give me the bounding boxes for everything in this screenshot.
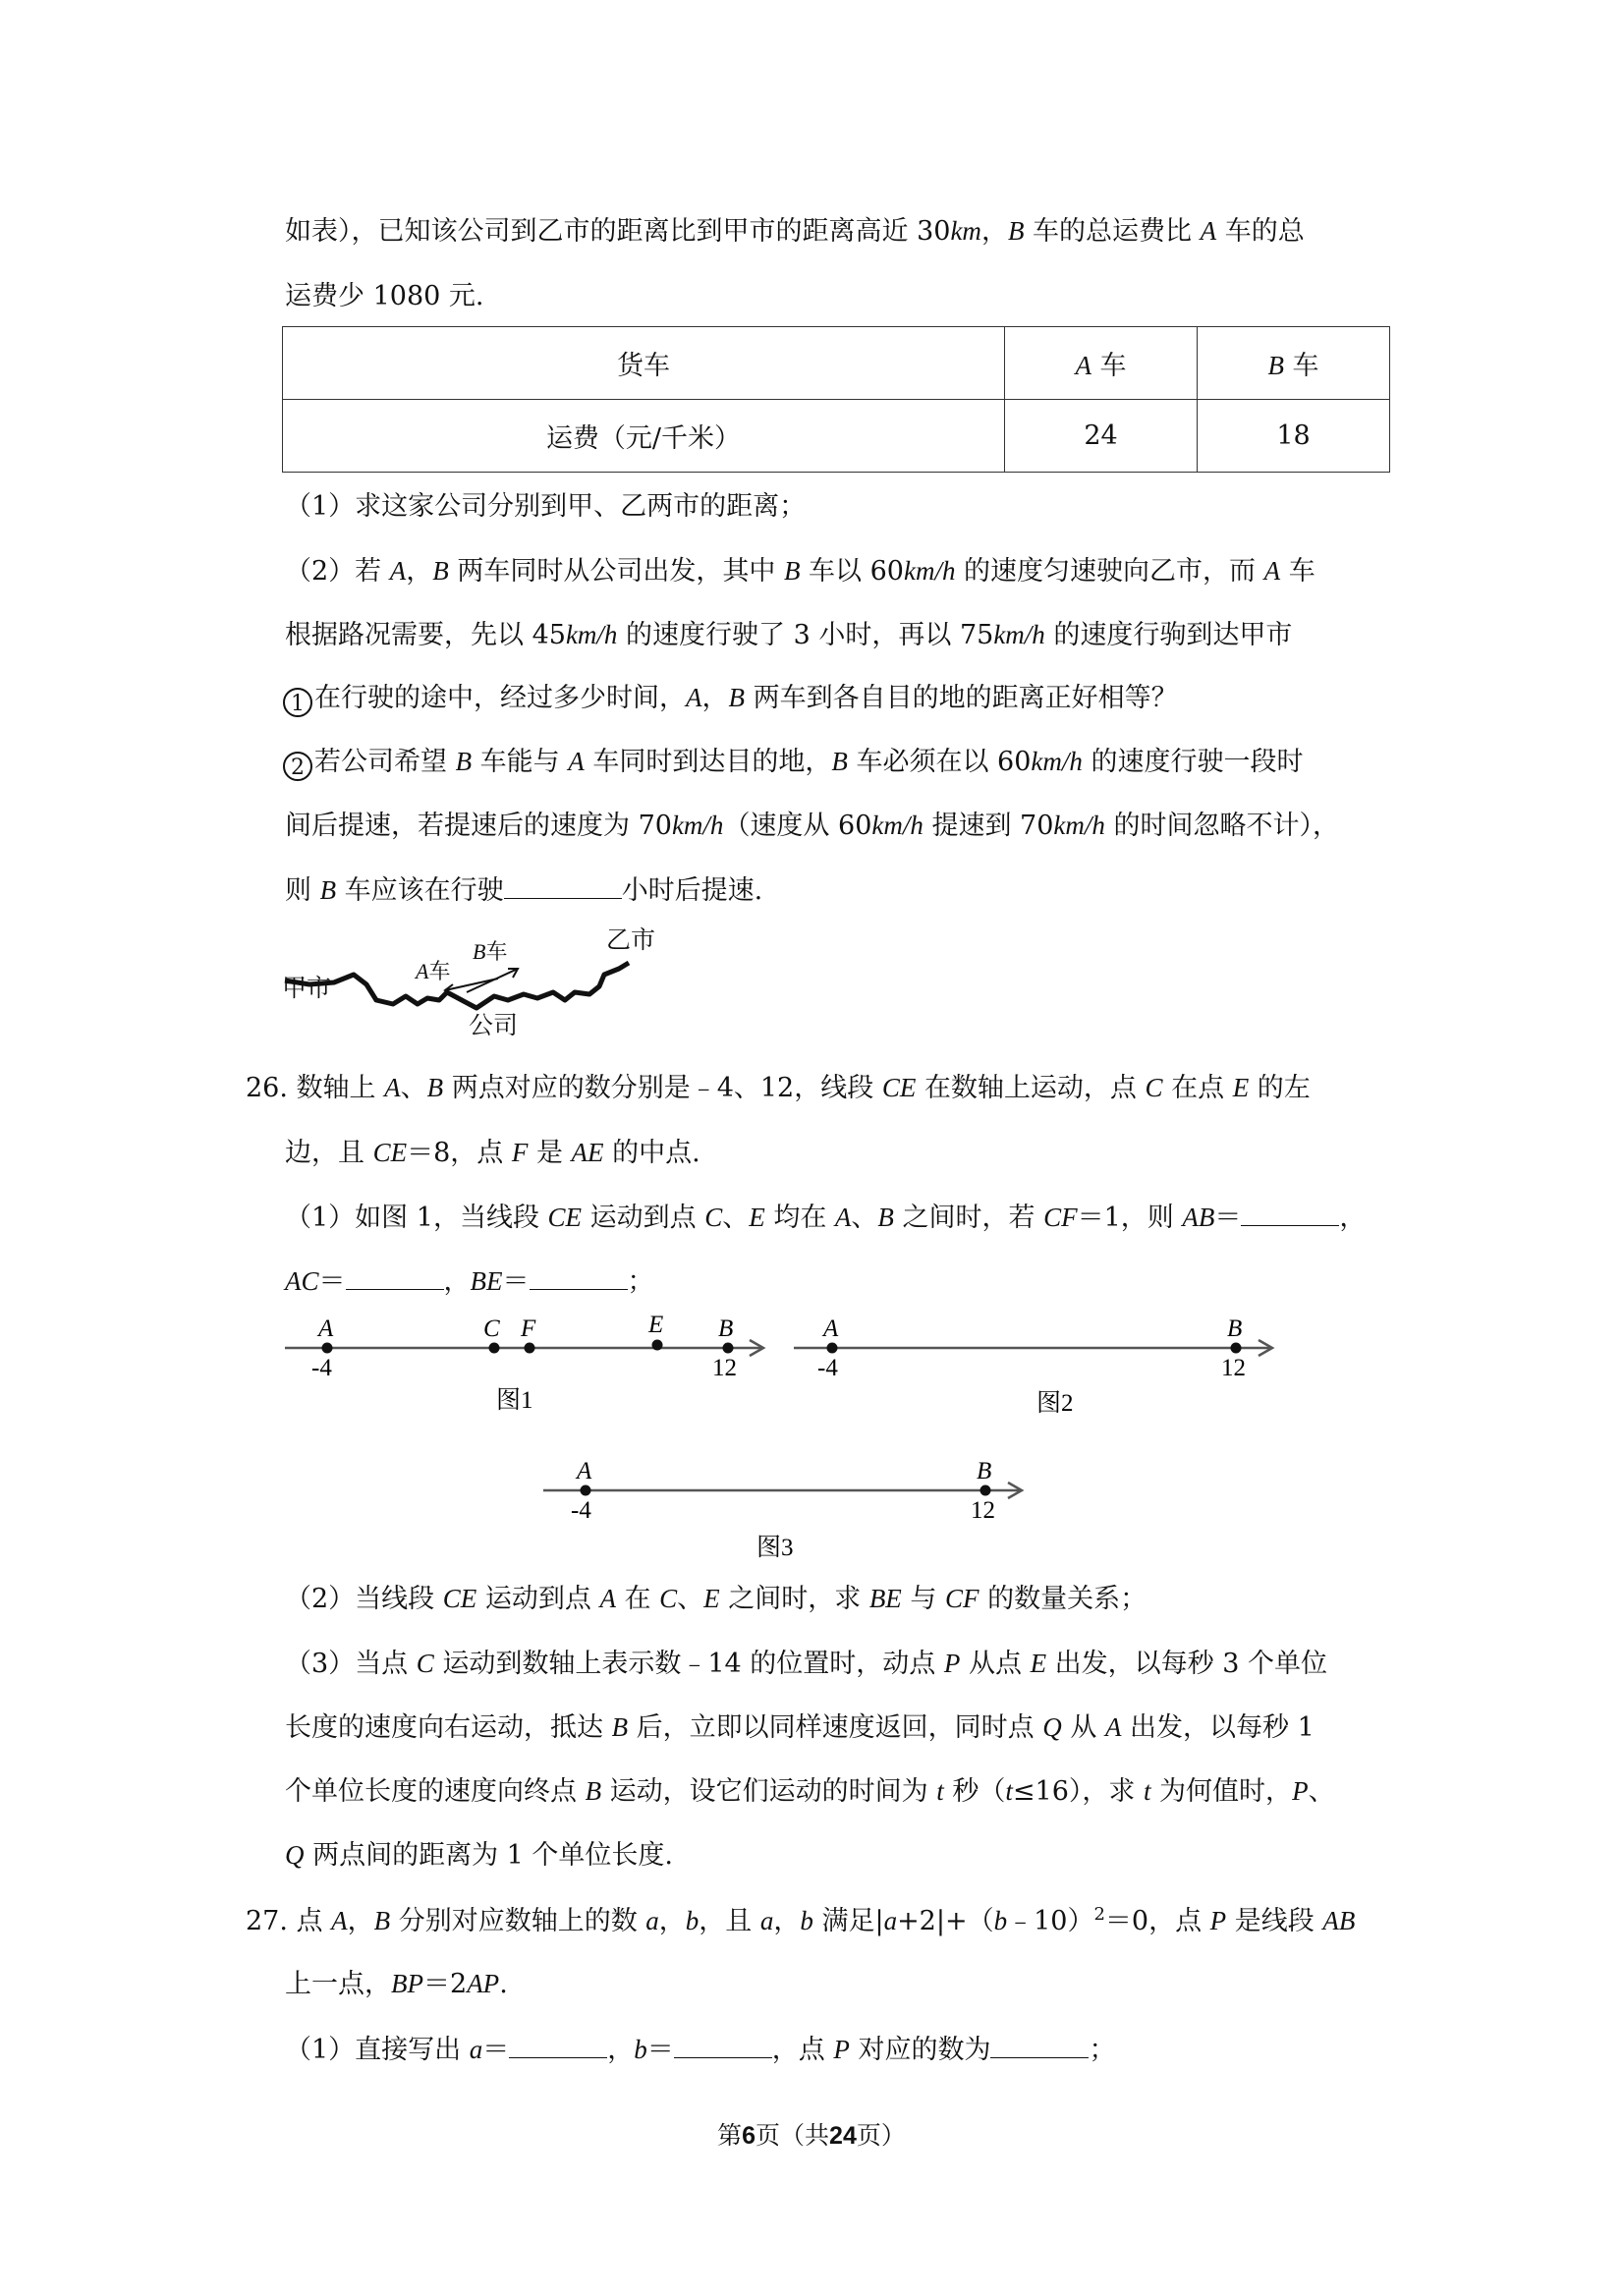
point-label-a: A [318,1316,334,1342]
number-line-figure-1 [280,1307,791,1415]
figure-caption-1: 图1 [496,1387,533,1414]
tick-label-minus-4: -4 [311,1355,332,1381]
p26-question-3-line-3: 个单位长度的速度向终点 B 运动，设它们运动的时间为 t 秒（t≤16），求 t 为何值时，P、 [285,1776,1335,1807]
point-label-b: B [1227,1316,1243,1342]
map-label-b-car: B车 [473,939,508,965]
p26-line-1: 26. 数轴上 A、B 两点对应的数分别是﹣4、12，线段 CE 在数轴上运动，点 C 在点 E 的左 [246,1073,1311,1103]
table-cell-b-fee: 18 [1197,400,1389,473]
table-header-truck: 货车 [283,327,1005,400]
circled-number-2: 2 [283,752,312,781]
point-b-dot [980,1485,991,1496]
figure-caption-2: 图2 [1036,1390,1074,1417]
answer-blank-p [990,2036,1089,2058]
point-c-dot [489,1343,500,1354]
p25-question-2-line-1: （2）若 A，B 两车同时从公司出发，其中 B 车以 60km/h 的速度匀速驶向乙市，而 A 车 [285,556,1315,587]
answer-blank [504,876,622,899]
point-b-dot [1231,1343,1242,1354]
tick-label-12: 12 [1221,1355,1246,1381]
point-label-a: A [823,1316,839,1342]
point-label-b: B [977,1458,992,1484]
table-cell-fee-label: 运费（元/千米） [283,400,1005,473]
p26-question-3-line-4: Q 两点间的距离为 1 个单位长度. [285,1840,674,1871]
p25-sub-2-line-2: 间后提速，若提速后的速度为 70km/h（速度从 60km/h 提速到 70km/h 的时间忽略不计）， [285,811,1339,841]
point-label-b: B [718,1316,734,1342]
figure-caption-3: 图3 [756,1535,794,1561]
p25-question-2-line-2: 根据路况需要，先以 45km/h 的速度行驶了 3 小时，再以 75km/h 的速度行驹到达甲市 [285,620,1293,650]
p26-question-3-line-2: 长度的速度向右运动，抵达 B 后，立即以同样速度返回，同时点 Q 从 A 出发，以每秒 1 [285,1712,1315,1743]
circled-number-1: 1 [283,688,312,717]
p25-question-1: （1）求这家公司分别到甲、乙两市的距离； [285,491,807,522]
point-label-e: E [648,1312,664,1338]
p27-line-2: 上一点，BP＝2AP. [285,1969,508,1999]
table-header-a-car: A 车 [1005,327,1198,400]
p26-line-2: 边，且 CE＝8，点 F 是 AE 的中点. [285,1138,700,1168]
answer-blank-be [530,1267,628,1290]
p25-line-1: 如表），已知该公司到乙市的距离比到甲市的距离高近 30km，B 车的总运费比 A 车的总 [285,216,1305,247]
number-line-figure-3 [538,1449,1049,1562]
map-label-company: 公司 [469,1013,519,1039]
point-a-dot [581,1485,591,1496]
point-f-dot [525,1343,535,1354]
tick-label-minus-4: -4 [817,1355,838,1381]
tick-label-12: 12 [971,1497,995,1524]
point-a-dot [322,1343,333,1354]
answer-blank-a [509,2036,607,2058]
p26-question-2: （2）当线段 CE 运动到点 A 在 C、E 之间时，求 BE 与 CF 的数量关系； [285,1584,1147,1614]
freight-table [282,326,1390,473]
p25-sub-2-line-1: 2 若公司希望 B 车能与 A 车同时到达目的地，B 车必须在以 60km/h 的速度行驶一段时 [283,749,1303,781]
p27-question-1: （1）直接写出 a＝ ，b＝ ，点 P 对应的数为 ； [285,2035,1116,2065]
answer-blank-ac [346,1267,444,1290]
p25-sub-1: 1 在行驶的途中，经过多少时间，A，B 两车到各自目的地的距离正好相等？ [283,685,1178,717]
p25-line-2: 运费少 1080 元. [285,281,484,311]
p27-line-1: 27. 点 A，B 分别对应数轴上的数 a，b，且 a，b 满足|a+2|+（b﹣10）$^2$＝0，点 P 是线段 AB [246,1904,1356,1936]
p25-sub-2-line-3: 则 B 车应该在行驶 小时后提速. [285,875,763,906]
route-line [285,963,629,1008]
answer-blank-b [674,2036,772,2058]
table-header-b-car: B 车 [1197,327,1389,400]
table-row [283,327,1390,400]
map-label-yi: 乙市 [606,927,656,954]
point-a-dot [827,1343,838,1354]
tick-label-minus-4: -4 [571,1497,591,1524]
table-row [283,400,1390,473]
map-label-a-car: A车 [416,959,451,984]
p26-question-1-line-2: AC＝ ，BE＝ ； [285,1266,654,1297]
table-cell-a-fee: 24 [1005,400,1198,473]
p26-question-1-line-1: （1）如图 1，当线段 CE 运动到点 C、E 均在 A、B 之间时，若 CF＝1，则 AB＝ ， [285,1203,1367,1233]
route-map [280,924,693,1041]
page-footer: 第6页（共24页） [717,2121,906,2150]
number-line-figure-2 [789,1307,1300,1415]
point-label-c: C [483,1316,500,1342]
p26-question-3-line-1: （3）当点 C 运动到数轴上表示数﹣14 的位置时，动点 P 从点 E 出发，以每秒 3 个单位 [285,1649,1327,1679]
tick-label-12: 12 [712,1355,737,1381]
direction-arrows [445,969,518,995]
point-e-dot [652,1340,663,1351]
answer-blank-ab [1241,1204,1339,1226]
map-label-jia: 甲市 [282,976,332,1002]
point-b-dot [723,1343,734,1354]
point-label-a: A [577,1458,592,1484]
point-label-f: F [521,1316,536,1342]
